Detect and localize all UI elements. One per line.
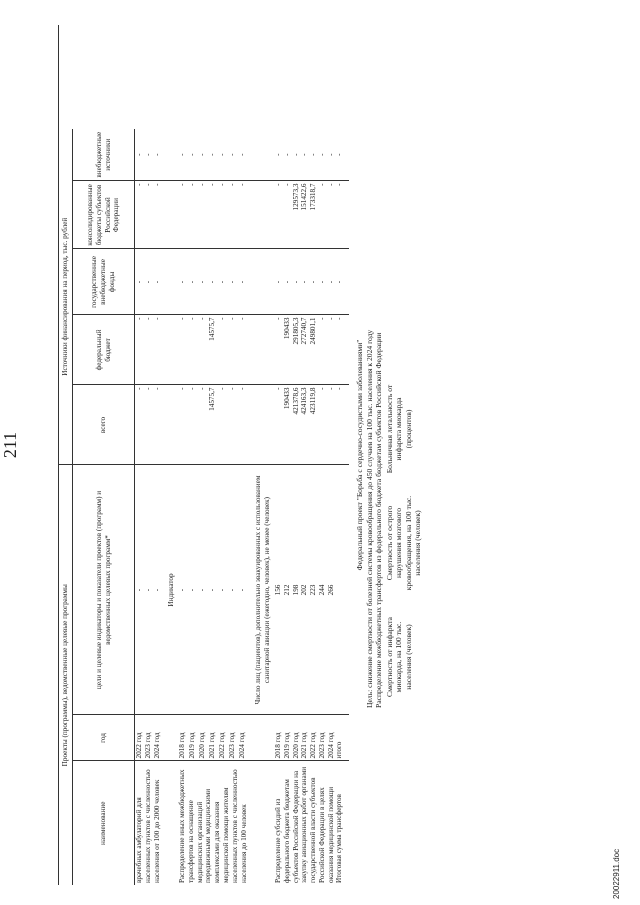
section-spacer [248,249,274,315]
table-row [238,25,248,885]
section-row [161,25,178,885]
cell-total: - [218,385,228,465]
cell-spacer [238,25,248,129]
cell-indicator: 223 [309,465,318,715]
table-row [292,25,301,885]
header-name: наименование [73,761,135,885]
cell-indicator: - [208,465,218,715]
cell-spacer [178,25,188,129]
cell-extra: - [327,129,336,181]
row-name: Распределение иных межбюджетных трансфертов на оснащение медицинских организаций передвижными медицинскими комплексами для оказания медицинской помощи жителям населенных пунктов с численностью населения до 100 человек [178,769,248,883]
table-header [59,25,135,885]
cell-indicator: 202 [300,465,309,715]
cell-indicator: - [178,465,188,715]
section-spacer [161,715,178,761]
cell-federal: 291805,3 [292,315,301,385]
cell-regional: - [208,181,218,249]
cell-spacer [283,25,292,129]
cell-spacer [144,25,153,129]
cell-year: 2023 год [318,715,327,761]
total-regional: - [335,181,349,249]
cell-year: 2024 год [153,715,162,761]
cell-funds: - [218,249,228,315]
cell-federal: - [153,315,162,385]
cell-indicator: - [144,465,153,715]
section-spacer [248,385,274,465]
project-row [349,25,422,885]
cell-year: 2024 год [238,715,248,761]
cell-funds: - [300,249,309,315]
cell-year: 2023 год [228,715,238,761]
cell-spacer [198,25,208,129]
table-row [300,25,309,885]
cell-federal: - [218,315,228,385]
section-spacer [248,715,274,761]
cell-year: 2018 год [178,715,188,761]
table-row [144,25,153,885]
cell-indicator: 244 [318,465,327,715]
cell-year: 2021 год [208,715,218,761]
cell-extra: - [292,129,301,181]
total-funds: - [335,249,349,315]
cell-federal: - [135,315,144,385]
cell-total: 423119,8 [309,385,318,465]
cell-regional: 129573,3 [292,181,301,249]
section-spacer [161,385,178,465]
cell-federal: - [228,315,238,385]
cell-federal: - [318,315,327,385]
cell-federal: 190433 [283,315,292,385]
cell-extra: - [208,129,218,181]
section-spacer [161,249,178,315]
cell-total: 424163,3 [300,385,309,465]
cell-extra: - [188,129,198,181]
section-spacer [248,181,274,249]
cell-regional: - [178,181,188,249]
header-funds: государственные внебюджетные фонды [73,249,135,315]
cell-federal: - [178,315,188,385]
cell-regional: - [153,181,162,249]
header-total: всего [73,385,135,465]
cell-extra: - [238,129,248,181]
cell-funds: - [327,249,336,315]
header-goals: цели и целевые индикаторы и показатели проектов (программ) и ведомственных целевых программ* [73,465,135,715]
table-row [327,25,336,885]
cell-indicator: - [228,465,238,715]
cell-regional: - [188,181,198,249]
cell-spacer [218,25,228,129]
cell-federal: - [238,315,248,385]
cell-extra: - [300,129,309,181]
cell-total: - [238,385,248,465]
cell-year: 2019 год [188,715,198,761]
cell-total: - [153,385,162,465]
section-spacer [248,129,274,181]
header-projects-group: Проекты (программы), ведомственные целевые программы [59,465,73,885]
cell-indicator: 212 [283,465,292,715]
table-row [274,25,283,885]
cell-indicator: 156 [274,465,283,715]
section-spacer [161,129,178,181]
cell-regional: - [218,181,228,249]
cell-funds: - [188,249,198,315]
cell-funds: - [292,249,301,315]
total-name: Итоговая сумма трансфертов [335,794,344,883]
table-row [178,25,188,885]
total-federal: - [335,315,349,385]
cell-total: - [144,385,153,465]
project-indicator: Смертность от острого нарушения мозгового кровообращения, на 100 тыс. населения (человек) [385,495,422,591]
table-row [218,25,228,885]
cell-regional: - [318,181,327,249]
cell-funds: - [283,249,292,315]
footer-filename: 20022911.doc [612,848,621,899]
section-spacer [161,761,178,885]
cell-federal: 272740,7 [300,315,309,385]
cell-federal: - [198,315,208,385]
header-regional: консолидированные бюджеты субъектов Российской Федерации [73,181,135,249]
cell-funds: - [144,249,153,315]
cell-funds: - [208,249,218,315]
cell-total: 14575,7 [208,385,218,465]
cell-regional: - [198,181,208,249]
cell-funds: - [135,249,144,315]
cell-spacer [274,25,283,129]
cell-regional: - [135,181,144,249]
cell-total: - [135,385,144,465]
header-sources-group: Источники финансирования на период, тыс. рублей [59,129,73,465]
cell-extra: - [318,129,327,181]
cell-regional: - [228,181,238,249]
cell-spacer [153,25,162,129]
cell-year: 2024 год [327,715,336,761]
cell-year: 2022 год [218,715,228,761]
cell-funds: - [198,249,208,315]
cell-spacer [327,25,336,129]
cell-year: 2022 год [309,715,318,761]
cell-year: 2020 год [292,715,301,761]
cell-extra: - [228,129,238,181]
cell-funds: - [238,249,248,315]
cell-total: - [198,385,208,465]
cell-year: 2019 год [283,715,292,761]
section-spacer [161,181,178,249]
cell-year: 2020 год [198,715,208,761]
section-spacer [161,315,178,385]
cell-year: 2022 год [135,715,144,761]
cell-indicator: - [198,465,208,715]
cell-spacer [208,25,218,129]
total-row [335,25,349,885]
project-title: Федеральный проект "Борьба с сердечно-сосудистыми заболеваниями" [355,339,365,571]
cell-total: - [188,385,198,465]
table-row [228,25,238,885]
cell-federal: 249801,1 [309,315,318,385]
table-row [153,25,162,885]
table-body [135,25,423,885]
cell-regional: 151422,6 [300,181,309,249]
cell-total: - [318,385,327,465]
header-extra: внебюджетные источники [73,129,135,181]
cell-indicator: - [238,465,248,715]
cell-year: 2021 год [300,715,309,761]
project-indicator: Смертность от инфаркта миокарда, на 100 тыс. населения (человек) [385,617,413,697]
cell-regional: - [327,181,336,249]
table-row [188,25,198,885]
cell-federal: - [144,315,153,385]
cell-funds: - [318,249,327,315]
cell-spacer [318,25,327,129]
page-number: 211 [0,431,20,459]
cell-total: - [327,385,336,465]
cell-funds: - [309,249,318,315]
project-goal: Цель: снижение смертности от болезней системы кровообращения до 450 случаев на 100 тыс. населения к 2024 году [364,329,374,708]
cell-year: 2023 год [144,715,153,761]
cell-federal: 14575,7 [208,315,218,385]
table-row [318,25,327,885]
project-block [349,25,422,885]
cell-total: - [228,385,238,465]
cell-extra: - [135,129,144,181]
section-indicator-label: Число лиц (пациентов), дополнительно эвакуированных с использованием санитарной авиации (ежегодно, человек), не менее (человек) [248,465,274,715]
cell-total: - [178,385,188,465]
cell-indicator: 266 [327,465,336,715]
cell-regional: - [238,181,248,249]
section-row [248,25,274,885]
project-indicator: Больничная летальность от инфаркта миокарда (процентов) [385,384,413,474]
section-indicator-label: Индикатор [161,465,178,715]
header-year: год [73,715,135,761]
section-spacer [248,315,274,385]
total-spacer [335,25,349,129]
financing-table [58,25,422,885]
header-federal: федеральный бюджет [73,315,135,385]
cell-extra: - [309,129,318,181]
cell-total: 190433 [283,385,292,465]
total-indicator [335,465,349,715]
cell-regional: - [283,181,292,249]
cell-federal: - [188,315,198,385]
cell-extra: - [198,129,208,181]
cell-federal: - [274,315,283,385]
cell-year: 2018 год [274,715,283,761]
cell-total: - [274,385,283,465]
total-year: итого [335,715,349,761]
cell-spacer [228,25,238,129]
cell-spacer [309,25,318,129]
cell-funds: - [178,249,188,315]
cell-indicator: - [188,465,198,715]
total-extra: - [335,129,349,181]
cell-extra: - [178,129,188,181]
cell-indicator: - [153,465,162,715]
table-row [309,25,318,885]
project-indicators [385,27,422,883]
cell-funds: - [274,249,283,315]
cell-spacer [300,25,309,129]
table-row [198,25,208,885]
table-row [208,25,218,885]
cell-regional: - [144,181,153,249]
cell-extra: - [153,129,162,181]
cell-extra: - [218,129,228,181]
cell-extra: - [144,129,153,181]
table-row [283,25,292,885]
cell-indicator: - [135,465,144,715]
cell-regional: 173318,7 [309,181,318,249]
section-spacer [161,25,178,129]
cell-funds: - [153,249,162,315]
cell-regional: - [274,181,283,249]
section-spacer [248,25,274,129]
cell-funds: - [228,249,238,315]
cell-indicator: 198 [292,465,301,715]
cell-total: 421378,6 [292,385,301,465]
row-name: Распределение субсидий из федерального бюджета бюджетам субъектов Российской Федерации на закупку авиационных работ органами государственной власти субъектов Российской Федерации в целях оказания медицинской помощи [273,766,335,883]
cell-federal: - [327,315,336,385]
cell-extra: - [283,129,292,181]
total-total: - [335,385,349,465]
cell-spacer [292,25,301,129]
table-row [135,25,144,885]
section-spacer [248,761,274,885]
cell-spacer [135,25,144,129]
row-name: врачебных амбулаторий для населенных пунктов с численностью населения от 100 до 2000 человек [135,769,161,883]
project-distribution: Распределение межбюджетных трансфертов из федерального бюджета бюджетам субъектов Российской Федерации [373,332,383,708]
cell-spacer [188,25,198,129]
cell-indicator: - [218,465,228,715]
cell-extra: - [274,129,283,181]
